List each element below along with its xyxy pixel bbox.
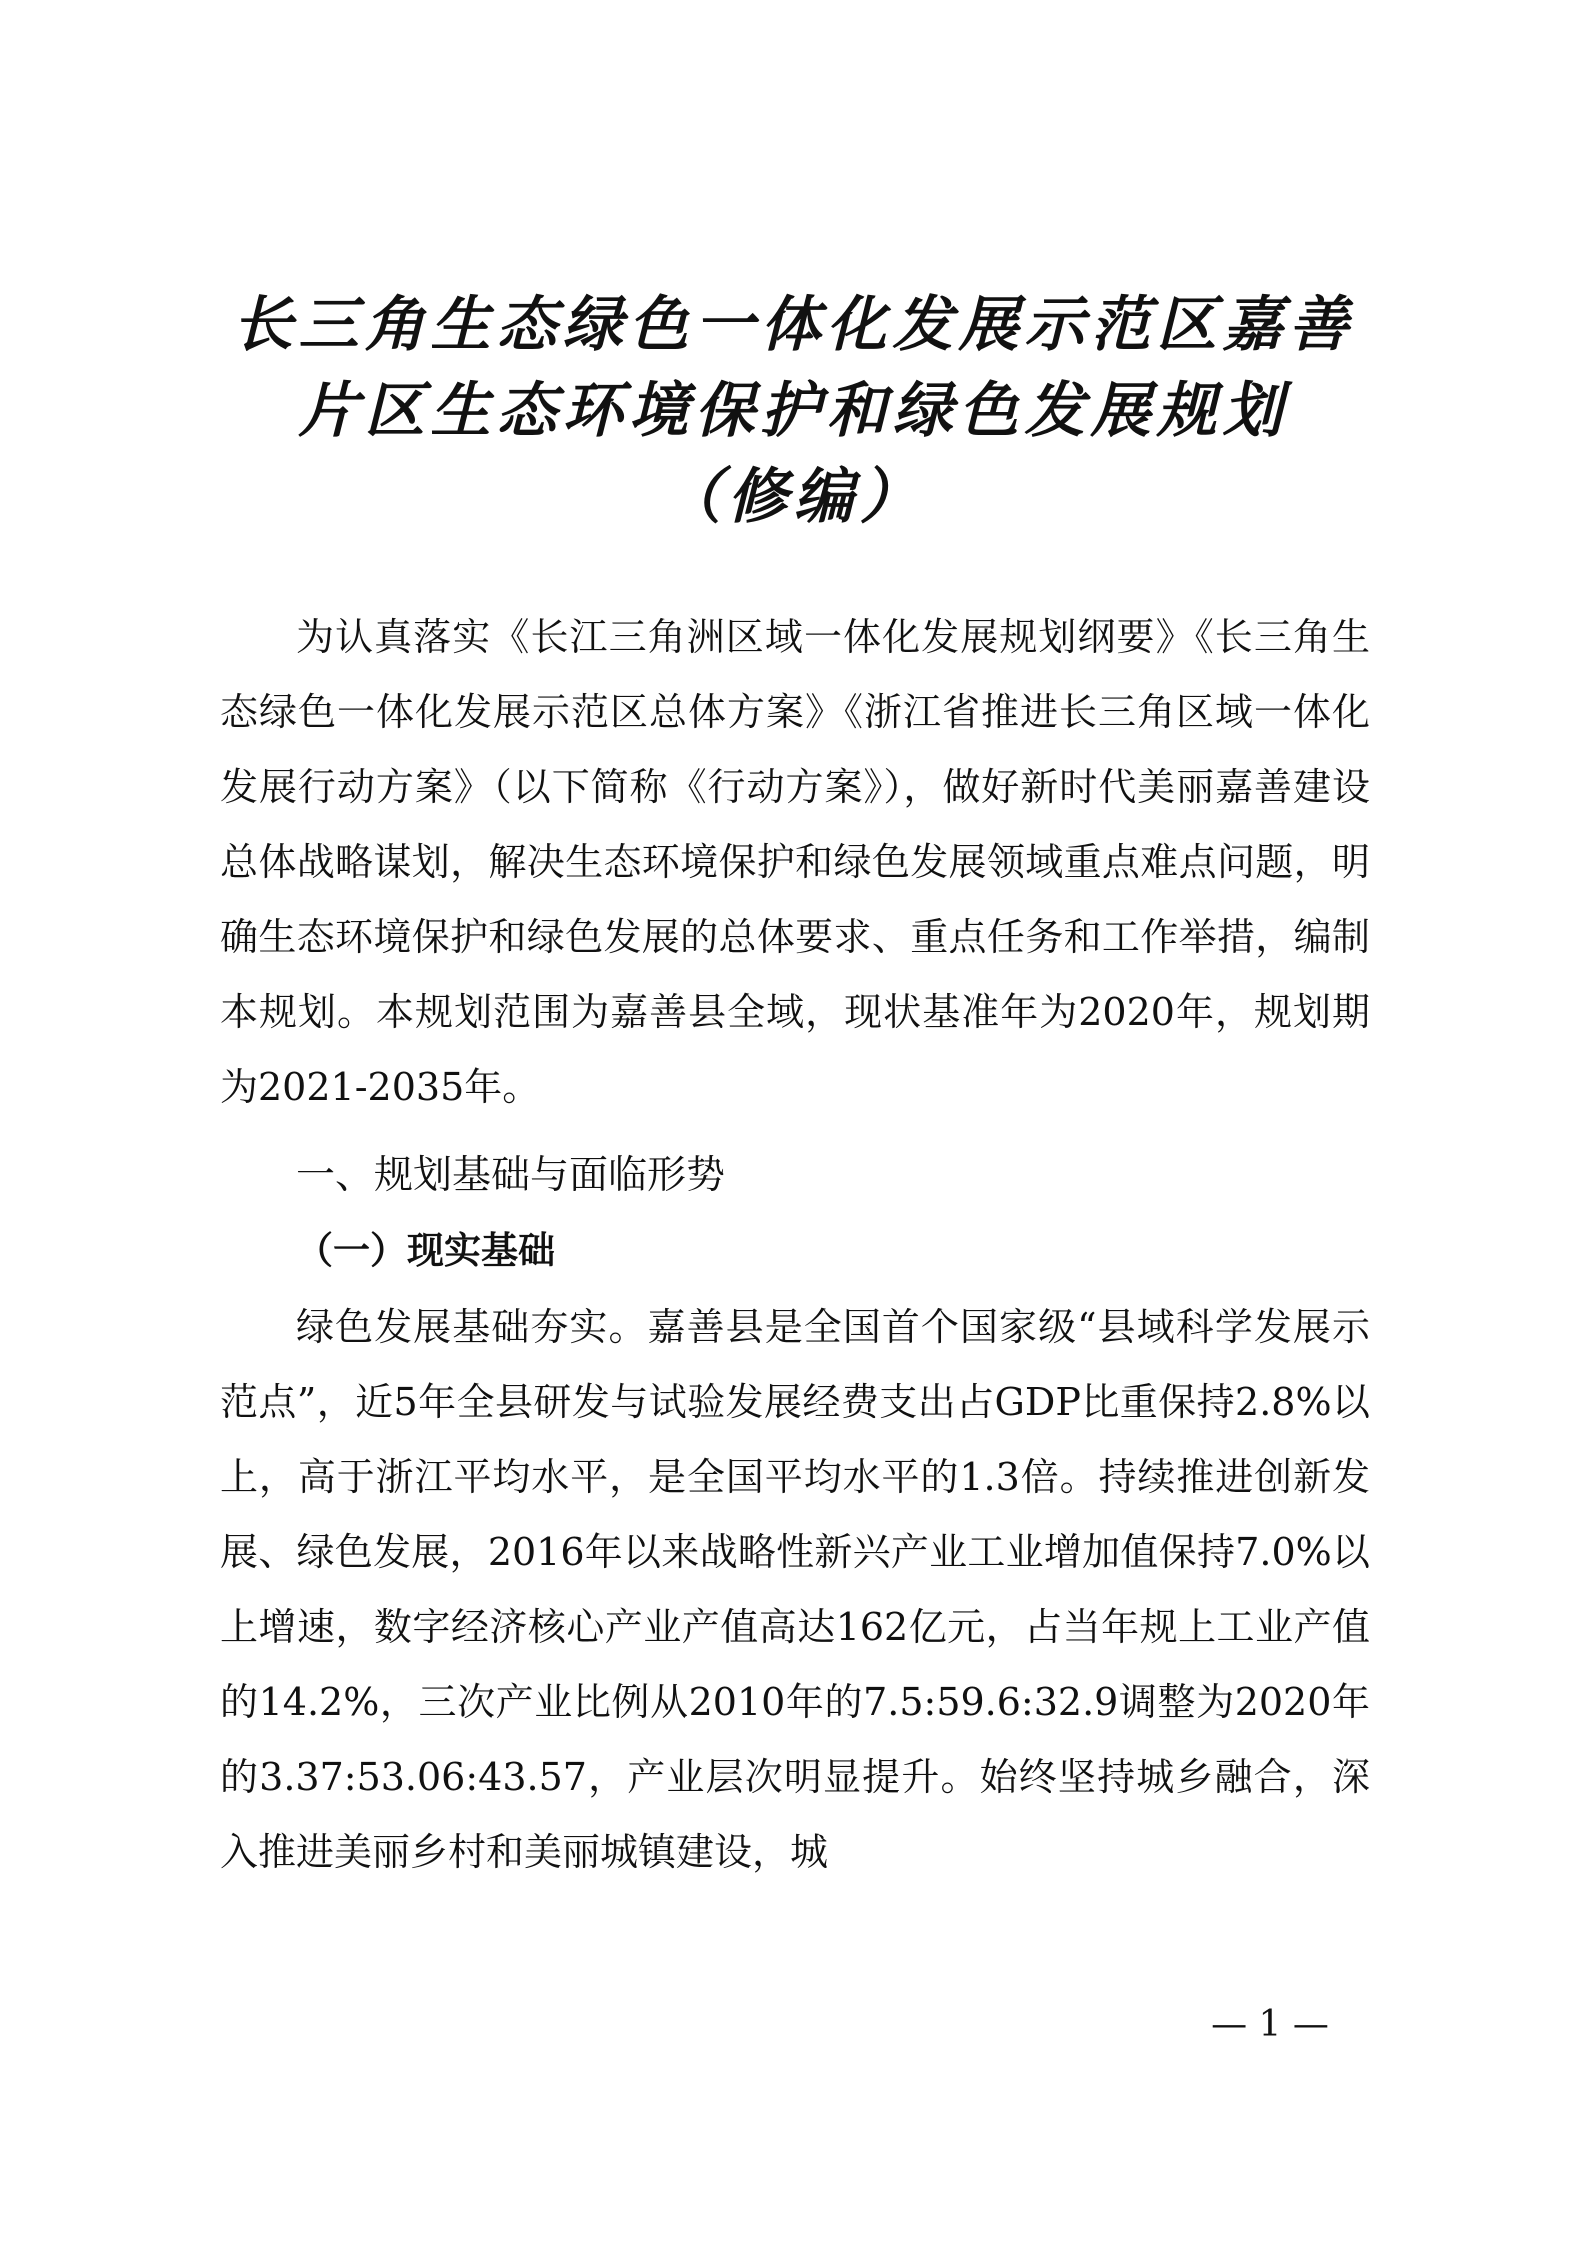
title-line-1: 长三角生态绿色一体化发展示范区嘉善 <box>232 290 1355 360</box>
subsection-heading: （一）现实基础 <box>296 1228 555 1272</box>
section-heading: 一、规划基础与面临形势 <box>296 1153 726 1198</box>
section-paragraph <box>220 1290 1370 1890</box>
page-number: — 1 — <box>1211 2004 1329 2045</box>
paragraph-lead: 绿色发展基础夯实。 <box>296 1305 648 1349</box>
intro-paragraph: 为认真落实《长江三角洲区域一体化发展规划纲要》《长三角生态绿色一体化发展示范区总体方案》《浙江省推进长三角区域一体化发展行动方案》（以下简称《行动方案》），做好新时代美丽嘉善建设总体战略谋划，解决生态环境保护和绿色发展领域重点难点问题，明确生态环境保护和绿色发展的总体要求、重点任务和工作举措，编制本规划。本规划范围为嘉善县全域，现状基准年为2020年，规划期为2021-2035年。 <box>220 615 1370 1109</box>
title-line-3: （修编） <box>661 462 926 532</box>
paragraph-body: 嘉善县是全国首个国家级“县域科学发展示范点”，近5年全县研发与试验发展经费支出占GDP比重保持2.8%以上，高于浙江平均水平，是全国平均水平的1.3倍。持续推进创新发展、绿色发展，2016年以来战略性新兴产业工业增加值保持7.0%以上增速，数字经济核心产业产值高达162亿元，占当年规上工业产值的14.2%，三次产业比例从2010年的7.5:59.6:32.9调整为2020年的3.37:53.06:43.57，产业层次明显提升。始终坚持城乡融合，深入推进美丽乡村和美丽城镇建设，城 <box>220 1305 1370 1874</box>
title-line-2: 片区生态环境保护和绿色发展规划 <box>298 376 1289 446</box>
document-title <box>200 282 1387 540</box>
